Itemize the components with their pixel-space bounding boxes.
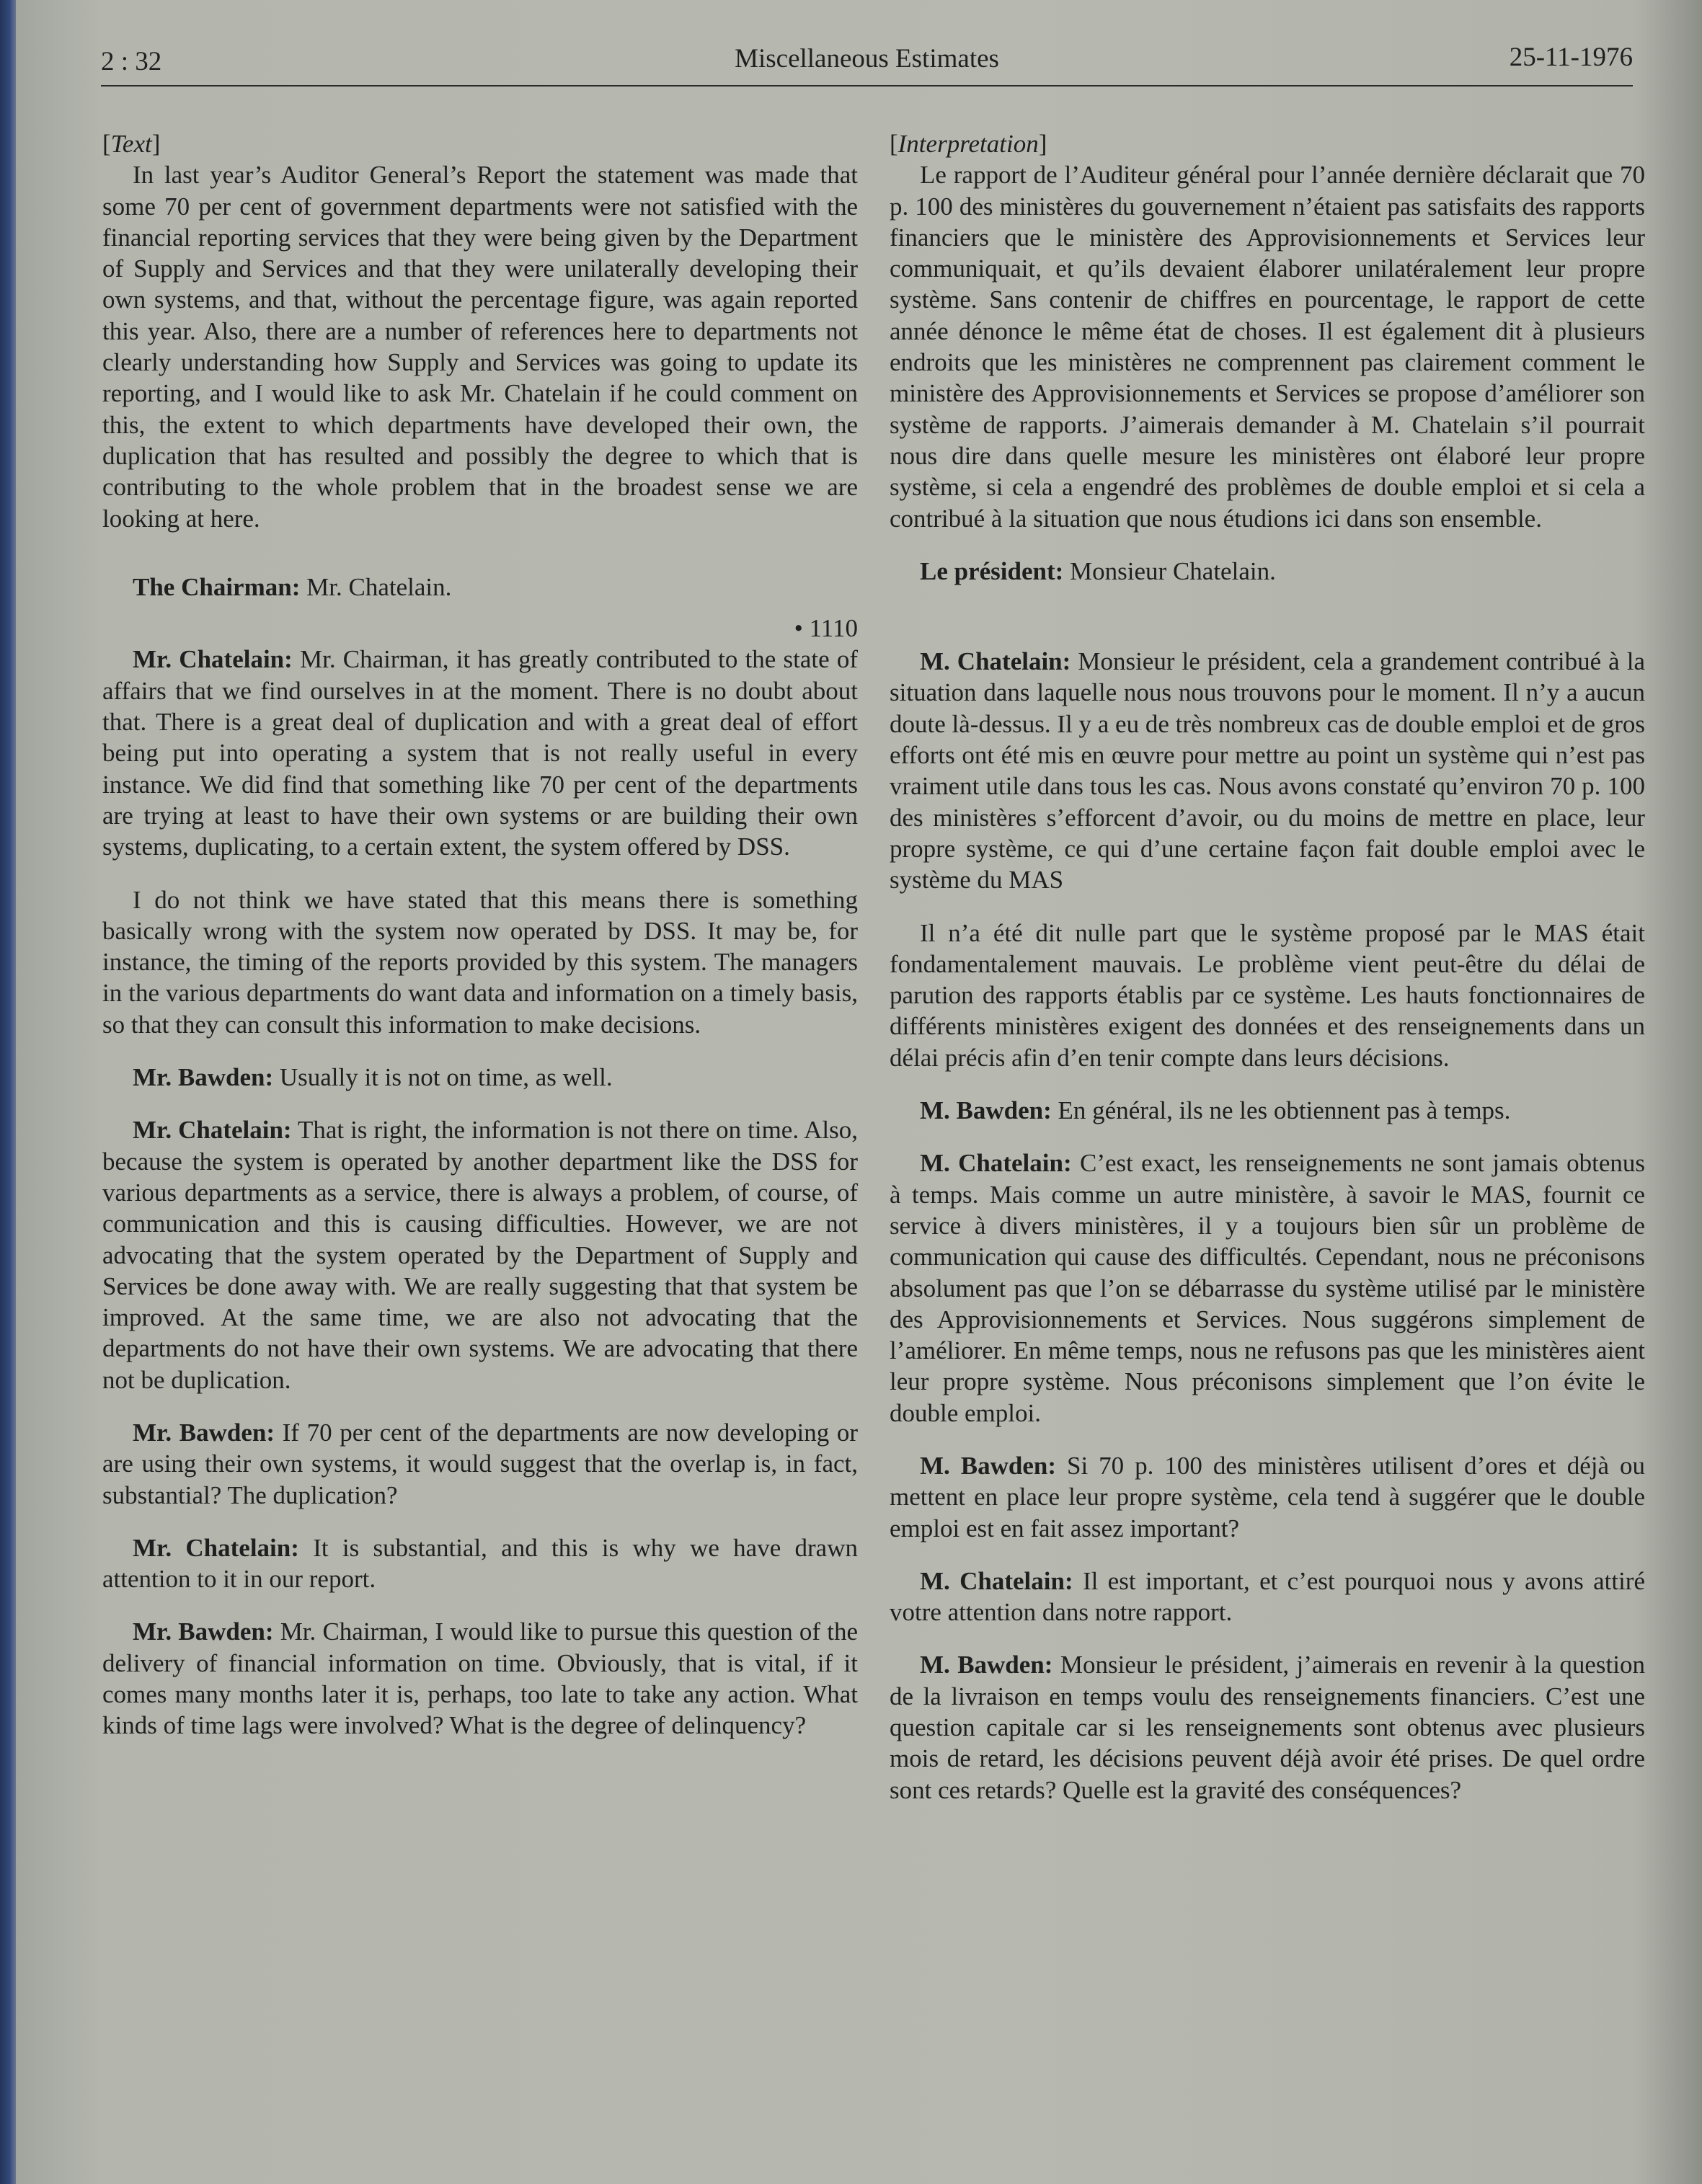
paragraph: Mr. Chatelain: That is right, the information is not there on time. Also, because the system is operated by another department like the DSS for various departments as a service, there is always a problem, of course, of communication and this is causing difficulties. However, we are not advocating that the system operated by the Department of Supply and Services be done away with. We are really suggesting that that system be improved. At the same time, we are also not advocating that the departments do not have their own systems. We are advocating that there not be duplication. xyxy=(102,1116,858,1394)
speaker-name: Mr. Chatelain: xyxy=(133,1533,299,1562)
paragraph: M. Chatelain: C’est exact, les renseignements ne sont jamais obtenus à temps. Mais comme un autre ministère, à savoir le MAS, fournit ce service à divers ministères, il y a toujours bien sûr un problème de communication qui cause des difficultés. Cependant, nous ne préconisons absolument pas que l’on se débarrasse du système utilisé par le ministère des Approvisionnements et Services. Nous suggérons simplement de l’améliorer. En même temps, nous ne refusons pas que les ministères aient leur propre système. Nous préconisons simplement que l’on évite le double emploi. xyxy=(890,1149,1645,1427)
paragraph: Il n’a été dit nulle part que le système proposé par le MAS était fondamentalement mauvais. Le problème vient peut-être du délai de parution des rapports établis par ce système. Les hauts fonctionnaires de différents ministères exigent des données et des renseignements dans un délai précis afin d’en tenir compte dans leurs décisions. xyxy=(890,918,1645,1072)
english-column xyxy=(102,128,858,1741)
paragraph: M. Chatelain: Monsieur le président, cela a grandement contribué à la situation dans laquelle nous nous trouvons pour le moment. Il n’y a aucun doute là-dessus. Il y a eu de très nombreux cas de double emploi et de gros efforts ont été mis en œuvre pour mettre au point un système qui n’est pas vraiment utile dans tous les cas. Nous avons constaté qu’environ 70 p. 100 des ministères s’efforcent d’avoir, ou du moins de mettre en place, leur propre système, ce qui d’une certaine façon fait double emploi avec le système du MAS xyxy=(890,647,1646,895)
paragraph: In last year’s Auditor General’s Report the statement was made that some 70 per cent of government departments were not satisfied with the financial reporting services that they were being given by the Department of Supply and Services and that they were unilaterally developing their own systems, and that, without the percentage figure, was again reported this year. Also, there are a number of references here to departments not clearly understanding how Supply and Services was going to update its reporting, and I would like to ask Mr. Chatelain if he could comment on this, the extent to which departments have developed their own, the duplication that has resulted and possibly the degree to which that is contributing to the whole problem that in the broadest sense we are looking at here. xyxy=(102,161,858,533)
paragraph: I do not think we have stated that this means there is something basically wrong with the system now operated by DSS. It may be, for instance, the timing of the reports provided by this system. The managers in the various departments do want data and information on a timely basis, so that they can consult this information to make decisions. xyxy=(102,885,858,1039)
section-label: [Text] xyxy=(102,130,161,158)
paragraph: M. Chatelain: Il est important, et c’est pourquoi nous y avons attiré votre attention dans notre rapport. xyxy=(890,1566,1645,1627)
speaker-name: Mr. Bawden: xyxy=(133,1063,274,1092)
speaker-name: Mr. Chatelain: xyxy=(133,1116,292,1145)
speaker-name: M. Chatelain: xyxy=(920,647,1071,676)
speaker-name: M. Bawden: xyxy=(920,1096,1052,1125)
speaker-name: Mr. Bawden: xyxy=(133,1418,275,1447)
section-label: [Interpretation] xyxy=(890,130,1047,158)
speaker-name: Mr. Bawden: xyxy=(133,1617,274,1646)
paragraph: M. Bawden: En général, ils ne les obtiennent pas à temps. xyxy=(920,1096,1511,1125)
time-marker: • 1110 xyxy=(794,614,858,643)
header-date: 25-11-1976 xyxy=(1509,43,1633,72)
paragraph: Mr. Bawden: If 70 per cent of the departments are now developing or are using their own systems, it would suggest that the overlap is, in fact, substantial? The duplication? xyxy=(102,1418,859,1509)
paragraph: Mr. Chatelain: It is substantial, and this is why we have drawn attention to it in our report. xyxy=(102,1533,858,1594)
speaker-name: M. Bawden: xyxy=(920,1651,1053,1679)
paragraph: Mr. Chatelain: Mr. Chairman, it has greatly contributed to the state of affairs that we find ourselves in at the moment. There is no doubt about that. There is a great deal of duplication and with a great deal of effort being put into operating a system that is not really useful in every instance. We did find that something like 70 per cent of the departments are trying at least to have their own systems or are building their own systems, duplicating, to a certain extent, the system offered by DSS. xyxy=(102,645,859,861)
book-spine xyxy=(0,0,16,2184)
paragraph: Le président: Monsieur Chatelain. xyxy=(920,556,1276,585)
french-column xyxy=(890,128,1645,1806)
paragraph: Mr. Bawden: Mr. Chairman, I would like to pursue this question of the delivery of financial information on time. Obviously, that is vital, if it comes many months later it is, perhaps, too late to take any action. What kinds of time lags were involved? What is the degree of delinquency? xyxy=(102,1617,858,1740)
page-header xyxy=(101,42,1633,86)
paragraph: Mr. Bawden: Usually it is not on time, as well. xyxy=(133,1063,613,1092)
paragraph: M. Bawden: Monsieur le président, j’aimerais en revenir à la question de la livraison en temps voulu des renseignements financiers. C’est une question capitale car si les renseignements sont obtenus avec plusieurs mois de retard, les décisions peuvent déjà avoir été prises. De quel ordre sont ces retards? Quelle est la gravité des conséquences? xyxy=(890,1651,1645,1804)
running-title: Miscellaneous Estimates xyxy=(735,44,999,74)
paragraph: Le rapport de l’Auditeur général pour l’année dernière déclarait que 70 p. 100 des ministères du gouvernement n’étaient pas satisfaits des rapports financiers que le ministère des Approvisionnements et Services leur communiquait, et qu’ils devaient élaborer unilatéralement leur propre système. Sans contenir de chiffres en pourcentage, le rapport de cette année dénonce le même état de choses. Il est également dit à plusieurs endroits que les ministères ne comprennent pas clairement comment le ministère des Approvisionnements et Services se propose d’améliorer son système de rapports. J’aimerais demander à M. Chatelain s’il pourrait nous dire dans quelle mesure les ministères ont élaboré leur propre système, si cela a engendré des problèmes de double emploi et si cela a contribué à la situation que nous étudions ici dans son ensemble. xyxy=(890,161,1645,533)
paragraph: The Chairman: Mr. Chatelain. xyxy=(133,572,452,601)
speaker-name: M. Chatelain: xyxy=(920,1566,1073,1595)
paragraph: M. Bawden: Si 70 p. 100 des ministères utilisent d’ores et déjà ou mettent en place leur propre système, cela tend à suggérer que le double emploi est en fait assez important? xyxy=(890,1451,1646,1542)
speaker-name: Mr. Chatelain: xyxy=(133,645,293,674)
speaker-name: M. Bawden: xyxy=(920,1451,1057,1480)
speaker-name: The Chairman: xyxy=(133,572,301,601)
page-number: 2 : 32 xyxy=(101,47,162,76)
speaker-name: Le président: xyxy=(920,556,1064,585)
speaker-name: M. Chatelain: xyxy=(920,1149,1072,1178)
